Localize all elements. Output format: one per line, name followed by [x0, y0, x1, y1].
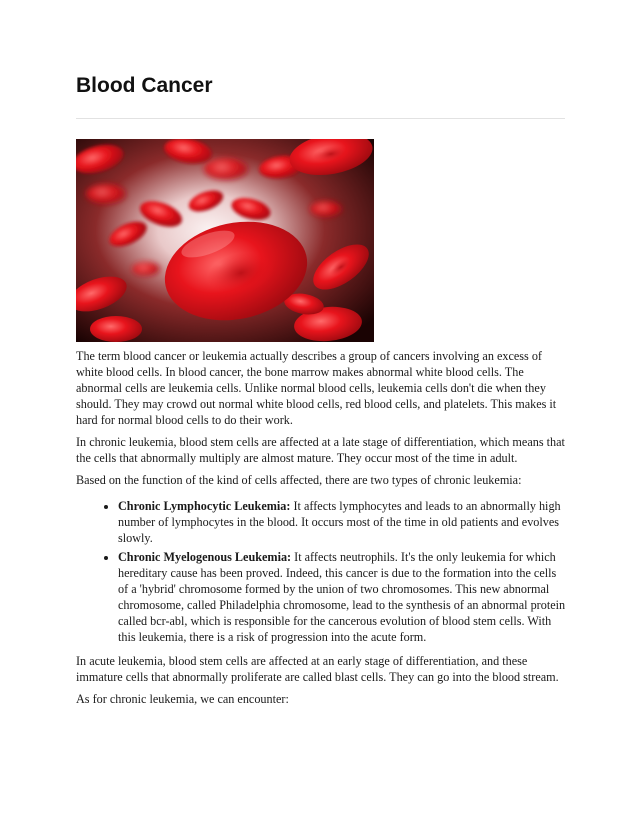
list-item [118, 498, 566, 546]
paragraph-intro: The term blood cancer or leukemia actually describes a group of cancers involving an excess of white blood cells. In blood cancer, the bone marrow makes abnormal white blood cells. The abnormal cells are leukemia cells. Unlike normal blood cells, leukemia cells don't die when they should. They may crowd out normal white blood cells, red blood cells, and platelets. This makes it hard for normal blood cells to do their work. [76, 349, 557, 427]
page-title: Blood Cancer [76, 74, 213, 97]
paragraph-chronic: In chronic leukemia, blood stem cells are affected at a late stage of differentiation, which means that the cells that abnormally multiply are almost mature. They occur most of the time in adult. [76, 435, 565, 465]
red-blood-cells-image [76, 139, 374, 342]
list-item-term: Chronic Myelogenous Leukemia: [118, 550, 292, 564]
list-item [118, 549, 566, 645]
title-divider [76, 118, 565, 119]
article-body [76, 348, 566, 713]
paragraph-encounter: As for chronic leukemia, we can encounter: [76, 692, 289, 706]
chronic-types-list [76, 498, 566, 645]
paragraph-types: Based on the function of the kind of cells affected, there are two types of chronic leukemia: [76, 473, 522, 487]
paragraph-acute: In acute leukemia, blood stem cells are affected at an early stage of differentiation, and these immature cells that abnormally proliferate are called blast cells. They can go into the blood stream. [76, 654, 559, 684]
list-item-text: It affects neutrophils. It's the only leukemia for which hereditary cause has been proved. Indeed, this cancer is due to the formation into the cells of a 'hybrid' chromosome formed by the union of two chromosomes. This new abnormal chromosome, called Philadelphia chromosome, lead to the synthesis of an abnormal protein called bcr-abl, which is responsible for the cancerous evolution of blood stem cells. With this leukemia, there is a risk of progression into the acute form. [118, 550, 566, 644]
list-item-term: Chronic Lymphocytic Leukemia: [118, 499, 291, 513]
list-item-text: It affects lymphocytes and leads to an abnormally high number of lymphocytes in the blood. It occurs most of the time in old patients and evolves slowly. [118, 499, 561, 545]
